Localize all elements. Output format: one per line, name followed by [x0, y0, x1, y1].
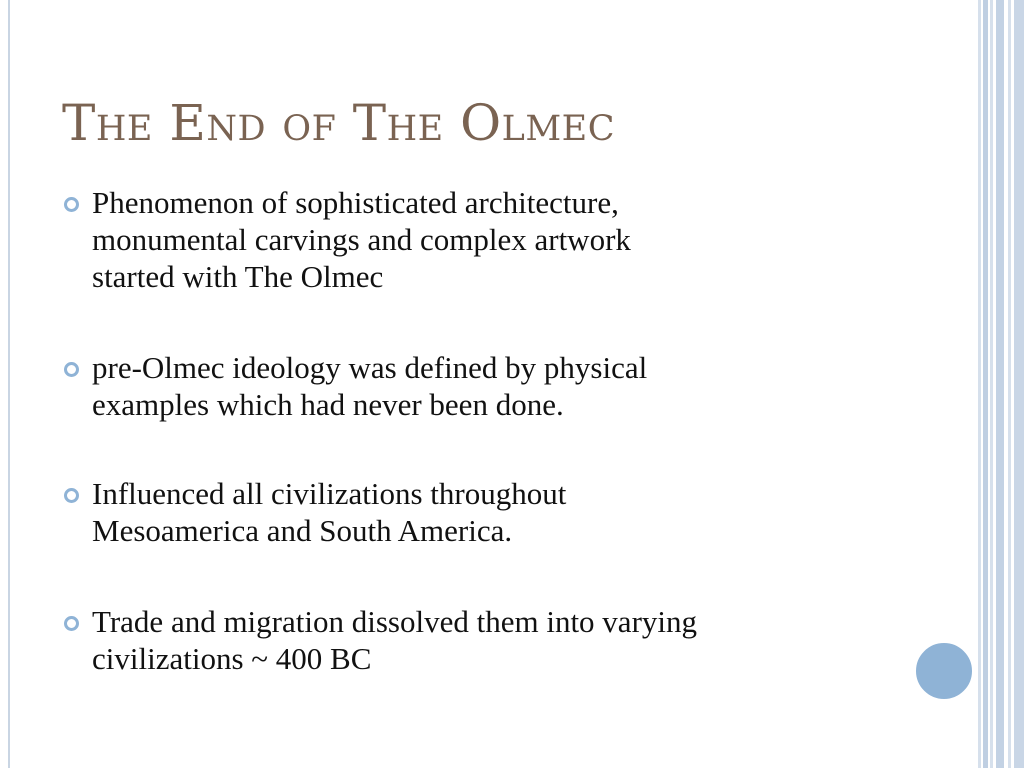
bullet-item	[62, 184, 902, 295]
right-stripe	[978, 0, 981, 768]
bullet-circle-icon	[64, 197, 79, 212]
decorative-circle	[913, 640, 975, 702]
right-stripe	[990, 0, 993, 768]
bullet-circle-icon	[64, 616, 79, 631]
bullet-item	[62, 349, 902, 423]
right-stripe	[996, 0, 1004, 768]
bullet-item	[62, 603, 902, 677]
slide-title: The End of The Olmec	[62, 94, 615, 152]
right-stripe	[1008, 0, 1011, 768]
bullet-circle-icon	[64, 362, 79, 377]
bullet-list	[62, 184, 902, 731]
bullet-item	[62, 475, 902, 549]
bullet-circle-icon	[64, 488, 79, 503]
bullet-text: pre-Olmec ideology was defined by physical examples which had never been done.	[92, 350, 648, 422]
left-border-line	[8, 0, 10, 768]
right-stripe	[983, 0, 988, 768]
right-stripe	[1014, 0, 1024, 768]
bullet-text: Influenced all civilizations throughout Mesoamerica and South America.	[92, 476, 567, 548]
bullet-text: Trade and migration dissolved them into varying civilizations ~ 400 BC	[92, 604, 697, 676]
bullet-text: Phenomenon of sophisticated architecture, monumental carvings and complex artwork started with The Olmec	[92, 185, 631, 294]
